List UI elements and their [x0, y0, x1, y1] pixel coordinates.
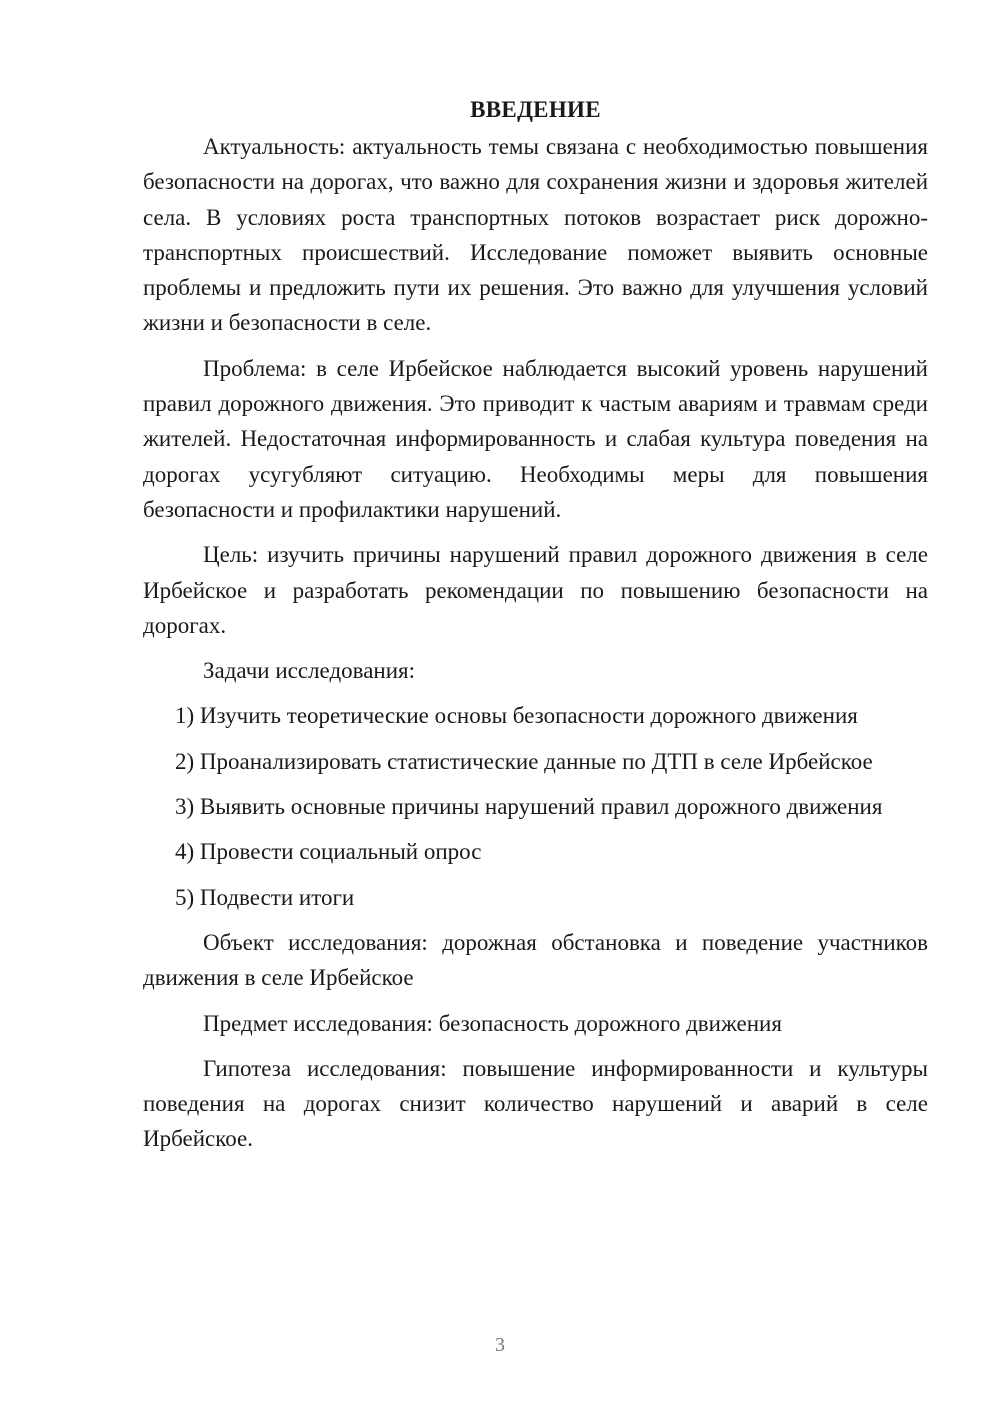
paragraph-goal: Цель: изучить причины нарушений правил дорожного движения в селе Ирбейское и разработать рекомендации по повышению безопасности на дорогах. — [143, 542, 928, 638]
task-item-5: 5) Подвести итоги — [175, 884, 355, 910]
paragraph-relevance: Актуальность: актуальность темы связана с необходимостью повышения безопасности на дорогах, что важно для сохранения жизни и здоровья жителей села. В условиях роста транспортных потоков возрастает риск дорожно-транспортных происшествий. Исследование поможет выявить основные проблемы и предложить пути их решения. Это важно для улучшения условий жизни и безопасности в селе. — [143, 134, 928, 336]
document-page — [143, 92, 928, 1167]
document-title: ВВЕДЕНИЕ — [470, 97, 601, 122]
paragraph-problem: Проблема: в селе Ирбейское наблюдается высокий уровень нарушений правил дорожного движения. Это приводит к частым авариям и травмам среди жителей. Недостаточная информированность и слабая культура поведения на дорогах усугубляют ситуацию. Необходимы меры для повышения безопасности и профилактики нарушений. — [143, 355, 928, 522]
tasks-heading: Задачи исследования: — [203, 658, 416, 684]
task-item-2: 2) Проанализировать статистические данные по ДТП в селе Ирбейское — [175, 748, 873, 774]
task-item-3: 3) Выявить основные причины нарушений правил дорожного движения — [175, 794, 883, 820]
task-item-4: 4) Провести социальный опрос — [175, 839, 482, 865]
paragraph-object: Объект исследования: дорожная обстановка и поведение участников движения в селе Ирбейское — [143, 929, 928, 991]
task-item-1: 1) Изучить теоретические основы безопасности дорожного движения — [175, 703, 858, 729]
page-number: 3 — [495, 1334, 505, 1356]
paragraph-subject: Предмет исследования: безопасность дорожного движения — [203, 1010, 782, 1036]
paragraph-hypothesis: Гипотеза исследования: повышение информированности и культуры поведения на дорогах снизит количество нарушений и аварий в селе Ирбейское. — [143, 1055, 928, 1152]
